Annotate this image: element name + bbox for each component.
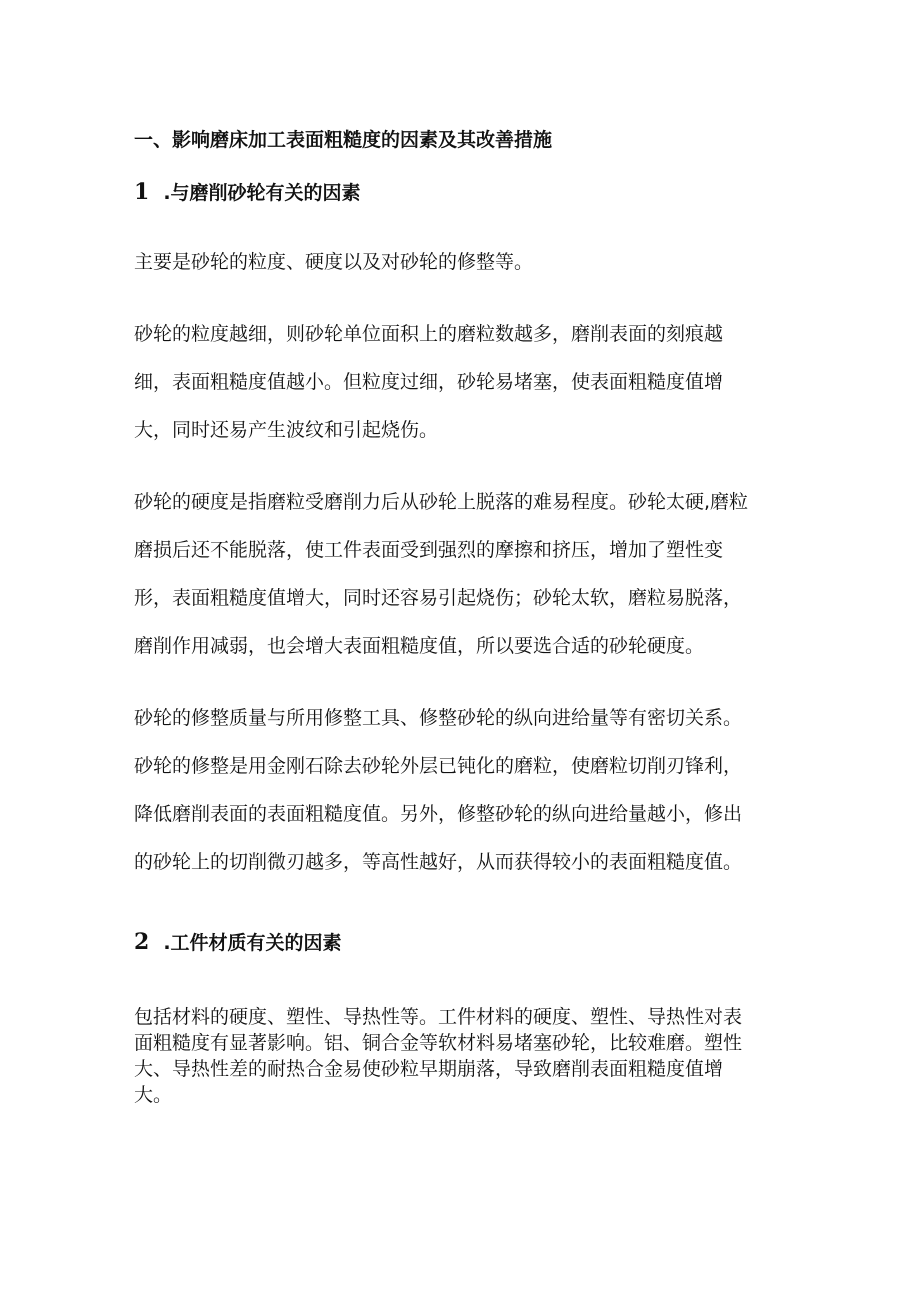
heading-text: .工件材质有关的因素 bbox=[163, 932, 342, 954]
paragraph-line: 磨损后还不能脱落，使工件表面受到强烈的摩擦和挤压，增加了塑性变 bbox=[134, 539, 724, 561]
paragraph-line: 砂轮的粒度越细，则砂轮单位面积上的磨粒数越多，磨削表面的刻痕越 bbox=[134, 323, 724, 345]
paragraph-line: 主要是砂轮的粒度、硬度以及对砂轮的修整等。 bbox=[134, 251, 534, 273]
heading-grinding-wheel bbox=[134, 178, 361, 207]
paragraph-grain-size bbox=[134, 310, 794, 454]
paragraph-line: 面粗糙度有显著影响。铝、铜合金等软材料易堵塞砂轮，比较难磨。塑性 bbox=[134, 1032, 743, 1054]
heading-workpiece-material bbox=[134, 928, 342, 957]
paragraph-line: 包括材料的硬度、塑性、导热性等。工件材料的硬度、塑性、导热性对表 bbox=[134, 1006, 743, 1028]
paragraph-line: 大。 bbox=[134, 1084, 173, 1106]
paragraph-line: 的砂轮上的切削微刃越多，等高性越好，从而获得较小的表面粗糙度值。 bbox=[134, 851, 743, 873]
heading-number: 2 bbox=[134, 929, 150, 955]
heading-text: .与磨削砂轮有关的因素 bbox=[163, 182, 361, 204]
paragraph-line: 大，同时还易产生波纹和引起烧伤。 bbox=[134, 419, 439, 441]
heading-number: 1 bbox=[134, 179, 150, 205]
paragraph-hardness bbox=[134, 478, 794, 670]
paragraph-line: 形，表面粗糙度值增大，同时还容易引起烧伤；砂轮太软，磨粒易脱落， bbox=[134, 587, 743, 609]
paragraph-line: 细，表面粗糙度值越小。但粒度过细，砂轮易堵塞，使表面粗糙度值增 bbox=[134, 371, 724, 393]
paragraph-line: 大、导热性差的耐热合金易使砂粒早期崩落，导致磨削表面粗糙度值增 bbox=[134, 1058, 724, 1080]
section-title: 一、影响磨床加工表面粗糙度的因素及其改善措施 bbox=[134, 129, 553, 151]
paragraph-dressing bbox=[134, 694, 794, 886]
paragraph-intro bbox=[134, 238, 794, 286]
paragraph-line: 降低磨削表面的表面粗糙度值。另外，修整砂轮的纵向进给量越小，修出 bbox=[134, 803, 743, 825]
paragraph-line: 砂轮的修整是用金刚石除去砂轮外层已钝化的磨粒，使磨粒切削刃锋利， bbox=[134, 755, 743, 777]
paragraph-line: 砂轮的修整质量与所用修整工具、修整砂轮的纵向进给量等有密切关系。 bbox=[134, 707, 743, 729]
paragraph-line: 砂轮的硬度是指磨粒受磨削力后从砂轮上脱落的难易程度。砂轮太硬,磨粒 bbox=[134, 491, 749, 513]
paragraph-material bbox=[134, 1004, 794, 1108]
paragraph-line: 磨削作用减弱，也会增大表面粗糙度值，所以要选合适的砂轮硬度。 bbox=[134, 635, 705, 657]
